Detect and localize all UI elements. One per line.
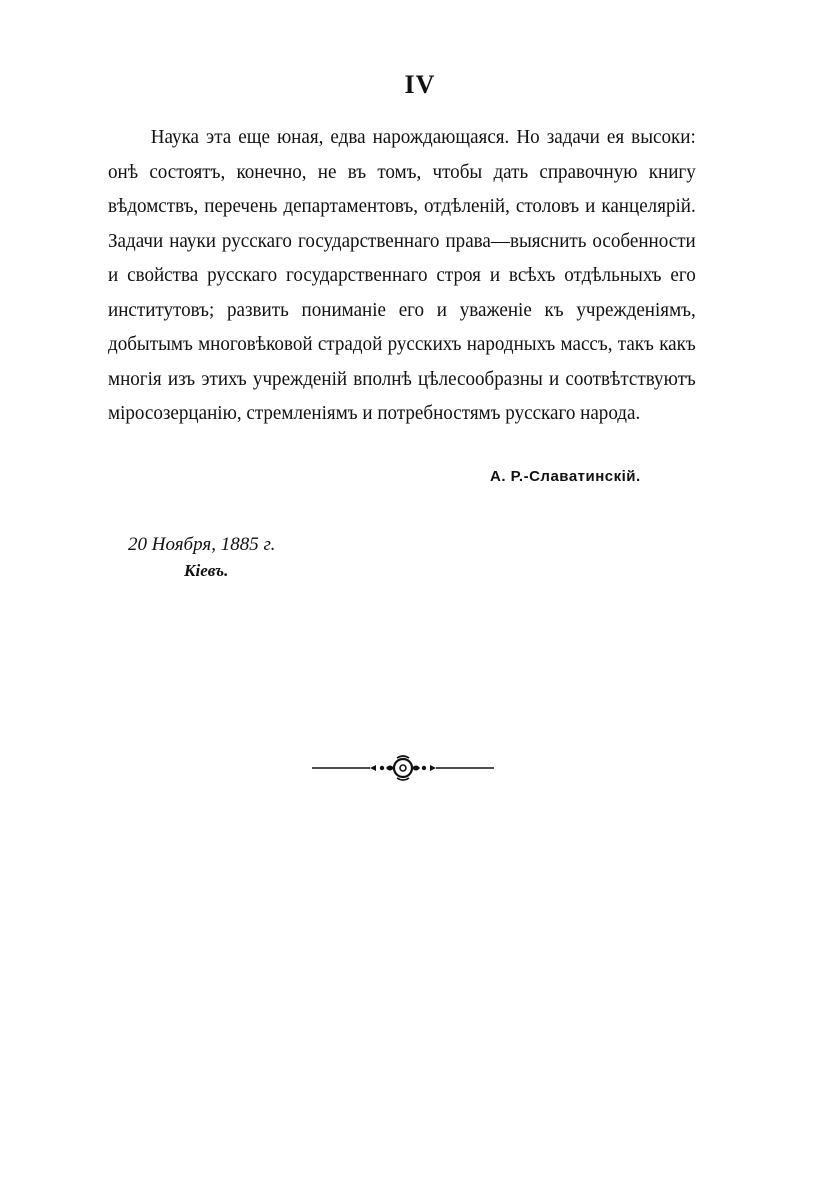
dateline bbox=[128, 532, 275, 584]
body-paragraph: Наука эта еще юная, едва нарождающаяся. Но задачи ея высоки: онѣ состоятъ, конечно, не въ томъ, чтобы дать справочную книгу вѣдомствъ, перечень департаментовъ, отдѣленій, столовъ и канцелярій. Задачи науки русскаго государственнаго права—выяснить особенности и свойства русскаго государственнаго строя и всѣхъ отдѣльныхъ его институтовъ; развить пониманіе его и уваженіе къ учрежденіямъ, добытымъ многовѣковой страдой русскихъ народныхъ массъ, такъ какъ многія изъ этихъ учрежденій вполнѣ цѣлесообразны и соотвѣтствуютъ міросозерцанію, стремленіямъ и потребностямъ русскаго народа. bbox=[108, 126, 696, 424]
dateline-date: 20 Ноября, 1885 г. bbox=[128, 534, 276, 555]
decorative-rule-ornament-icon bbox=[312, 752, 494, 784]
page-number: IV bbox=[404, 70, 436, 99]
author-signature: А. Р.-Славатинскій. bbox=[490, 468, 641, 485]
dateline-place: Кіевъ. bbox=[184, 561, 229, 580]
